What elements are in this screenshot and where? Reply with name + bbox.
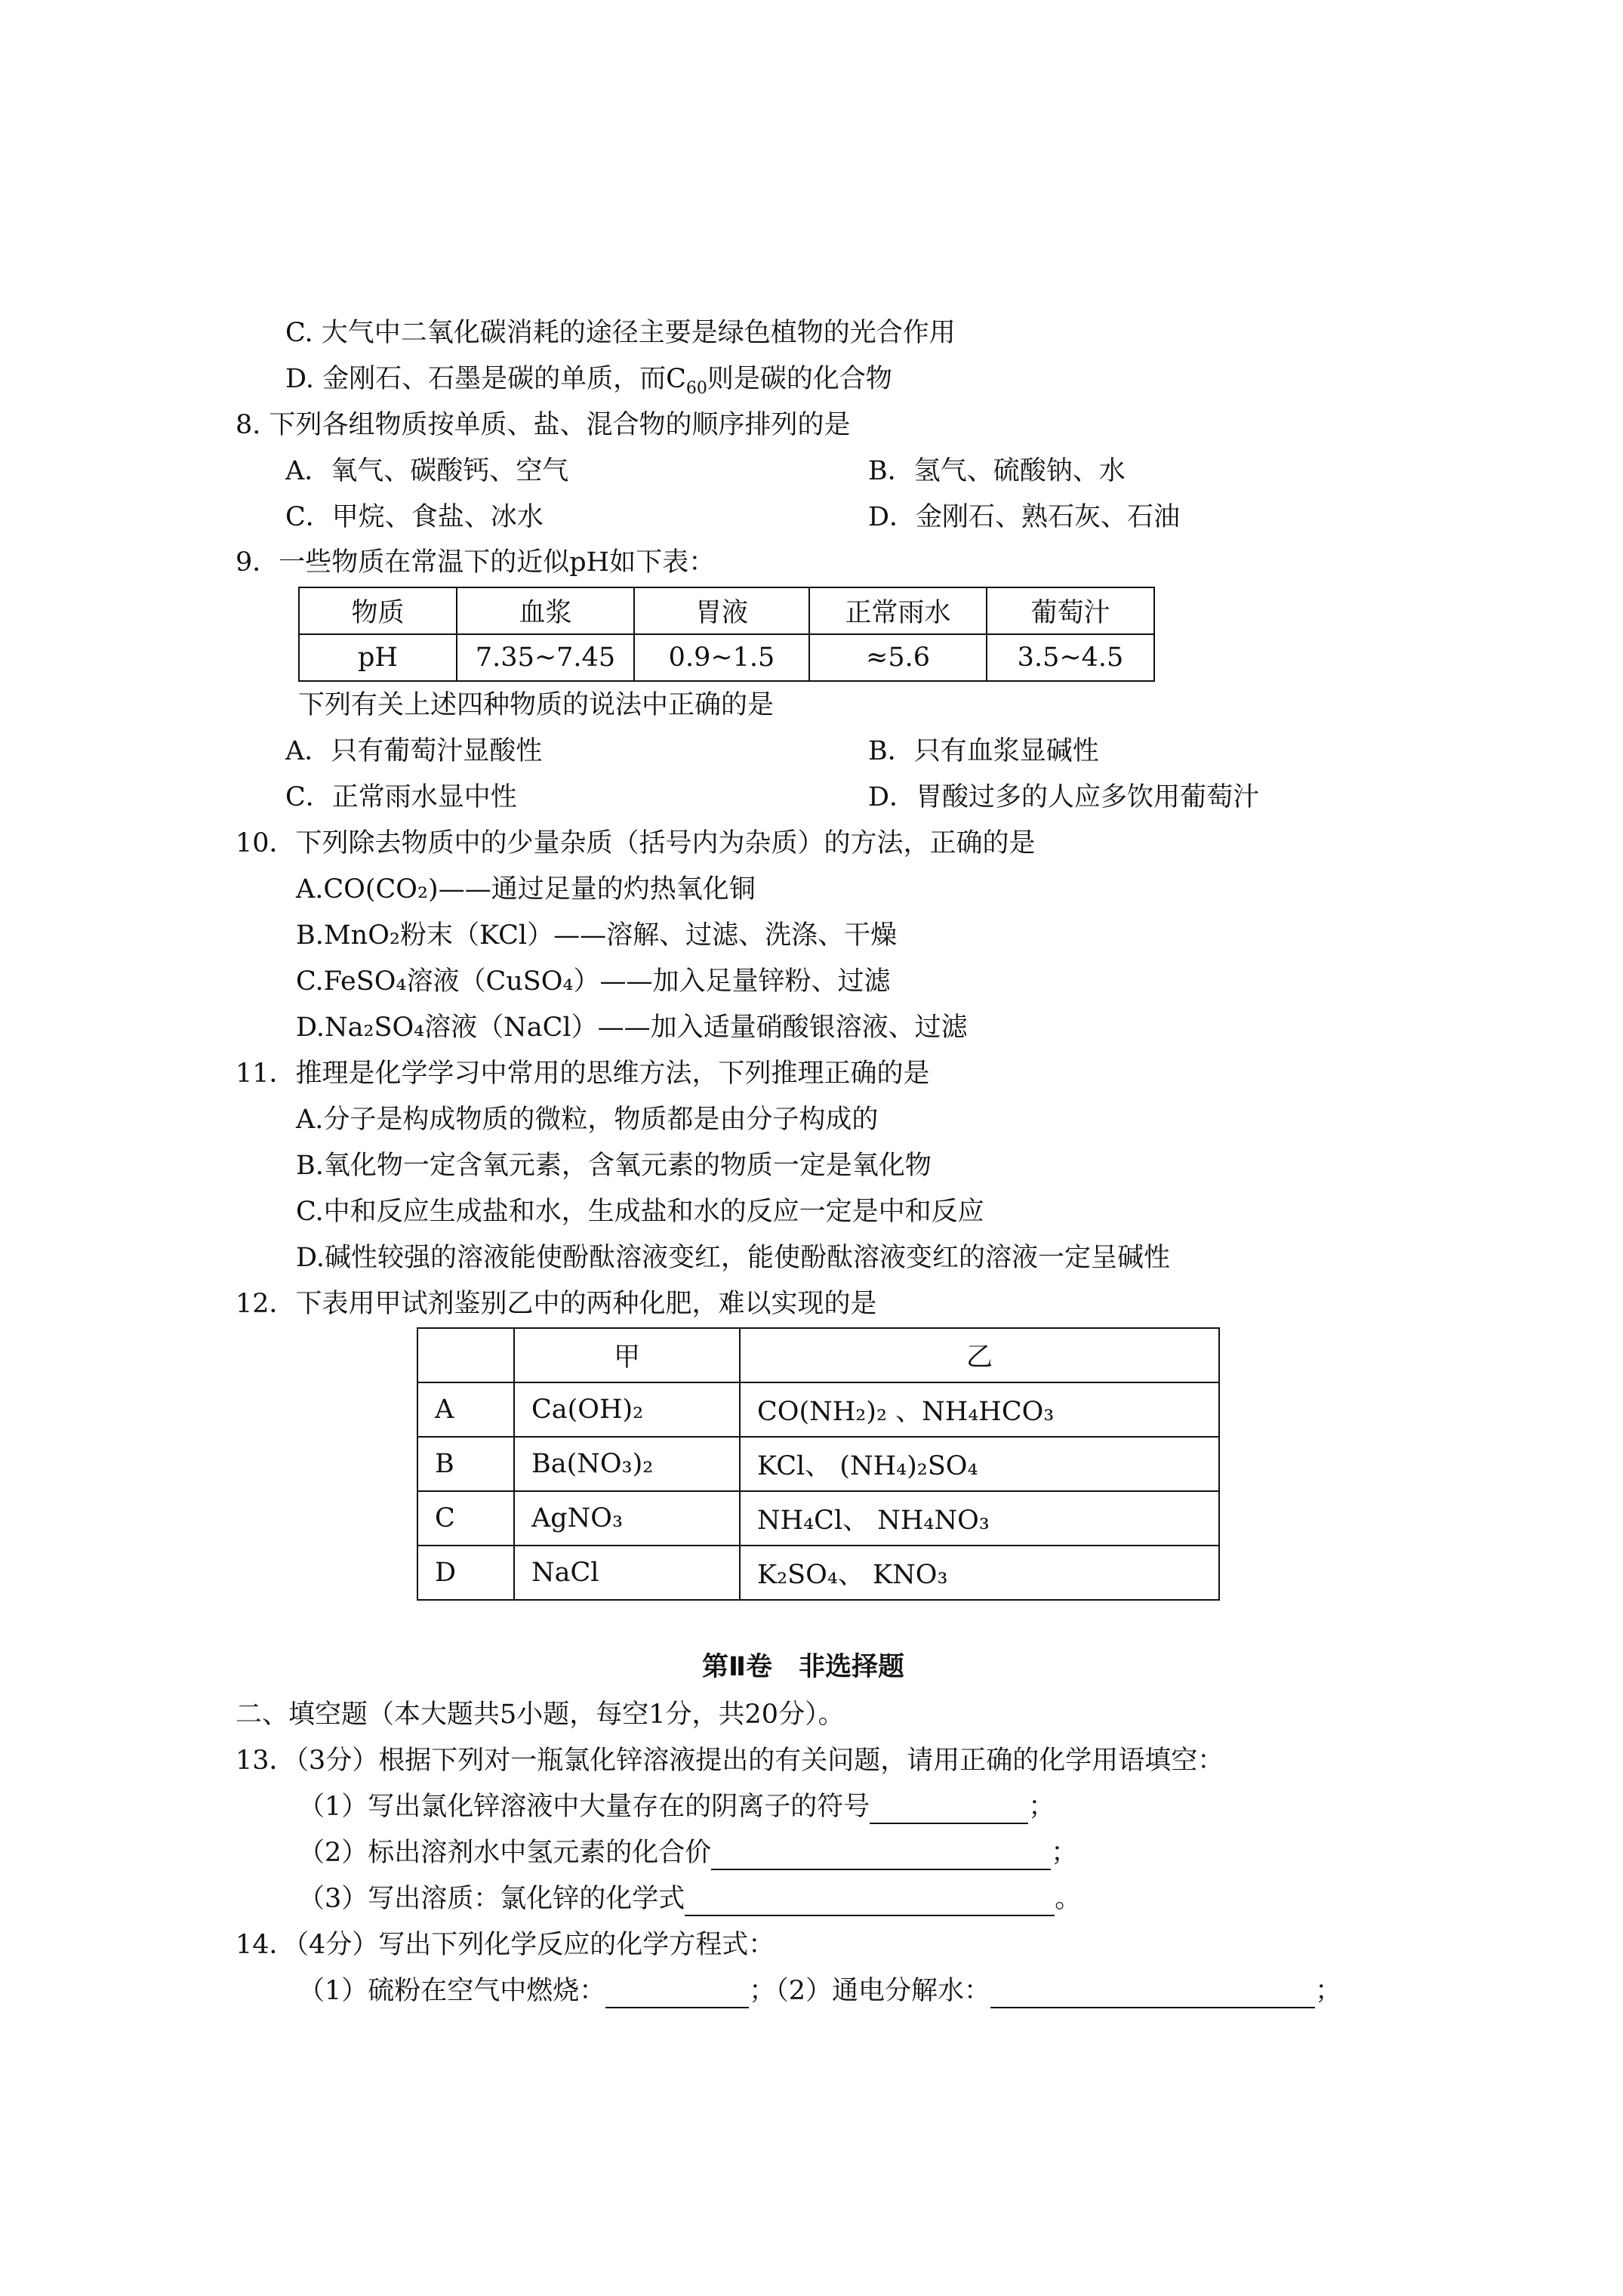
q14-sub1-text: （1）硫粉在空气中燃烧： <box>298 1976 606 2006</box>
q9-option-d: D．胃酸过多的人应多饮用葡萄汁 <box>868 782 1260 812</box>
ph-table-header: 物质 <box>299 587 457 634</box>
q8-option-c: C．甲烷、食盐、冰水 <box>285 502 544 532</box>
fertilizer-table-row <box>417 1491 1219 1546</box>
fertilizer-table-header: 甲 <box>514 1328 740 1382</box>
q9-option-a: A．只有葡萄汁显酸性 <box>285 736 543 766</box>
answer-blank[interactable] <box>711 1843 1051 1870</box>
fertilizer-table-cell: Ca(OH)₂ <box>514 1382 740 1437</box>
part2-title: 第Ⅱ卷 非选择题 <box>702 1652 905 1682</box>
q10-stem: 10．下列除去物质中的少量杂质（括号内为杂质）的方法，正确的是 <box>236 828 1036 858</box>
ph-table-header: 胃液 <box>634 587 809 634</box>
q11-stem: 11．推理是化学学习中常用的思维方法，下列推理正确的是 <box>236 1059 930 1089</box>
answer-blank[interactable] <box>990 1981 1315 2008</box>
q10-option-b: B.MnO₂粉末（KCl）——溶解、过滤、洗涤、干燥 <box>296 920 898 951</box>
ph-table-header-row <box>299 587 1154 634</box>
answer-blank[interactable] <box>870 1797 1028 1824</box>
q9-option-c: C．正常雨水显中性 <box>285 782 517 812</box>
q13-sub3-text: （3）写出溶质：氯化锌的化学式 <box>298 1884 685 1914</box>
q7-option-c: C. 大气中二氧化碳消耗的途径主要是绿色植物的光合作用 <box>285 318 956 348</box>
q7-d-text-end: 则是碳的化合物 <box>707 364 892 394</box>
q14-subs <box>298 1974 1341 2008</box>
fertilizer-table-header-row <box>417 1328 1219 1382</box>
fertilizer-table-cell: A <box>417 1382 514 1437</box>
fertilizer-table-cell: Ba(NO₃)₂ <box>514 1437 740 1491</box>
q7-d-subscript: 60 <box>685 379 707 398</box>
ph-table <box>298 587 1155 682</box>
q11-option-c: C.中和反应生成盐和水，生成盐和水的反应一定是中和反应 <box>296 1197 984 1227</box>
fertilizer-table-cell: B <box>417 1437 514 1491</box>
q11-option-a: A.分子是构成物质的微粒，物质都是由分子构成的 <box>296 1105 879 1135</box>
q11-option-d: D.碱性较强的溶液能使酚酞溶液变红，能使酚酞溶液变红的溶液一定呈碱性 <box>296 1243 1170 1273</box>
fertilizer-table-cell: NH₄Cl、 NH₄NO₃ <box>740 1491 1219 1546</box>
q7-option-d <box>285 362 892 406</box>
ph-table-cell: 7.35~7.45 <box>457 634 634 681</box>
q9-stem: 9．一些物质在常温下的近似pH如下表： <box>236 547 716 578</box>
ph-table-header: 正常雨水 <box>809 587 987 634</box>
q13-sub3 <box>298 1881 1081 1916</box>
fertilizer-table-cell: D <box>417 1546 514 1600</box>
fertilizer-table-header <box>417 1328 514 1382</box>
fertilizer-table-cell: C <box>417 1491 514 1546</box>
q14-sub2-end: ； <box>1315 1976 1342 2006</box>
fertilizer-table-cell: NaCl <box>514 1546 740 1600</box>
fertilizer-table-cell: AgNO₃ <box>514 1491 740 1546</box>
q14-stem: 14．（4分）写出下列化学反应的化学方程式： <box>236 1930 775 1960</box>
q13-sub2 <box>298 1835 1077 1870</box>
q13-sub1 <box>298 1789 1055 1824</box>
q9-subquestion: 下列有关上述四种物质的说法中正确的是 <box>298 690 775 720</box>
q10-option-d: D.Na₂SO₄溶液（NaCl）——加入适量硝酸银溶液、过滤 <box>296 1012 968 1043</box>
q13-sub2-text: （2）标出溶剂水中氢元素的化合价 <box>298 1838 712 1868</box>
q14-sub2-text: ；（2）通电分解水： <box>749 1976 991 2006</box>
answer-blank[interactable] <box>605 1981 749 2008</box>
q8-option-d: D．金刚石、熟石灰、石油 <box>868 502 1181 532</box>
q12-stem: 12．下表用甲试剂鉴别乙中的两种化肥，难以实现的是 <box>236 1289 877 1319</box>
ph-table-header: 血浆 <box>457 587 634 634</box>
fertilizer-table-row <box>417 1382 1219 1437</box>
q10-option-a: A.CO(CO₂)——通过足量的灼热氧化铜 <box>296 874 756 905</box>
q8-option-b: B．氢气、硫酸钠、水 <box>868 456 1126 486</box>
ph-table-cell: 3.5~4.5 <box>987 634 1154 681</box>
ph-table-header: 葡萄汁 <box>987 587 1154 634</box>
fertilizer-table-cell: CO(NH₂)₂ 、NH₄HCO₃ <box>740 1382 1219 1437</box>
q7-d-text: D. 金刚石、石墨是碳的单质，而C <box>285 364 686 394</box>
ph-table-cell: pH <box>299 634 457 681</box>
answer-blank[interactable] <box>685 1889 1055 1916</box>
q11-option-b: B.氧化物一定含氧元素，含氧元素的物质一定是氧化物 <box>296 1151 932 1181</box>
q13-stem: 13．（3分）根据下列对一瓶氯化锌溶液提出的有关问题，请用正确的化学用语填空： <box>236 1746 1224 1776</box>
ph-table-row <box>299 634 1154 681</box>
q10-option-c: C.FeSO₄溶液（CuSO₄）——加入足量锌粉、过滤 <box>296 966 891 997</box>
fertilizer-table-row <box>417 1437 1219 1491</box>
section-fill-in-blanks: 二、填空题（本大题共5小题，每空1分，共20分）。 <box>236 1700 845 1730</box>
ph-table-cell: ≈5.6 <box>809 634 987 681</box>
q13-sub2-end: ； <box>1051 1838 1078 1868</box>
q13-sub1-end: ； <box>1028 1792 1055 1822</box>
q13-sub1-text: （1）写出氯化锌溶液中大量存在的阴离子的符号 <box>298 1792 870 1822</box>
fertilizer-table <box>417 1327 1220 1601</box>
ph-table-cell: 0.9~1.5 <box>634 634 809 681</box>
fertilizer-table-header: 乙 <box>740 1328 1219 1382</box>
q8-option-a: A．氧气、碳酸钙、空气 <box>285 456 569 486</box>
fertilizer-table-cell: K₂SO₄、 KNO₃ <box>740 1546 1219 1600</box>
q8-stem: 8. 下列各组物质按单质、盐、混合物的顺序排列的是 <box>236 410 851 440</box>
fertilizer-table-row <box>417 1546 1219 1600</box>
q13-sub3-end: 。 <box>1055 1884 1082 1914</box>
q9-option-b: B．只有血浆显碱性 <box>868 736 1099 766</box>
fertilizer-table-cell: KCl、 (NH₄)₂SO₄ <box>740 1437 1219 1491</box>
